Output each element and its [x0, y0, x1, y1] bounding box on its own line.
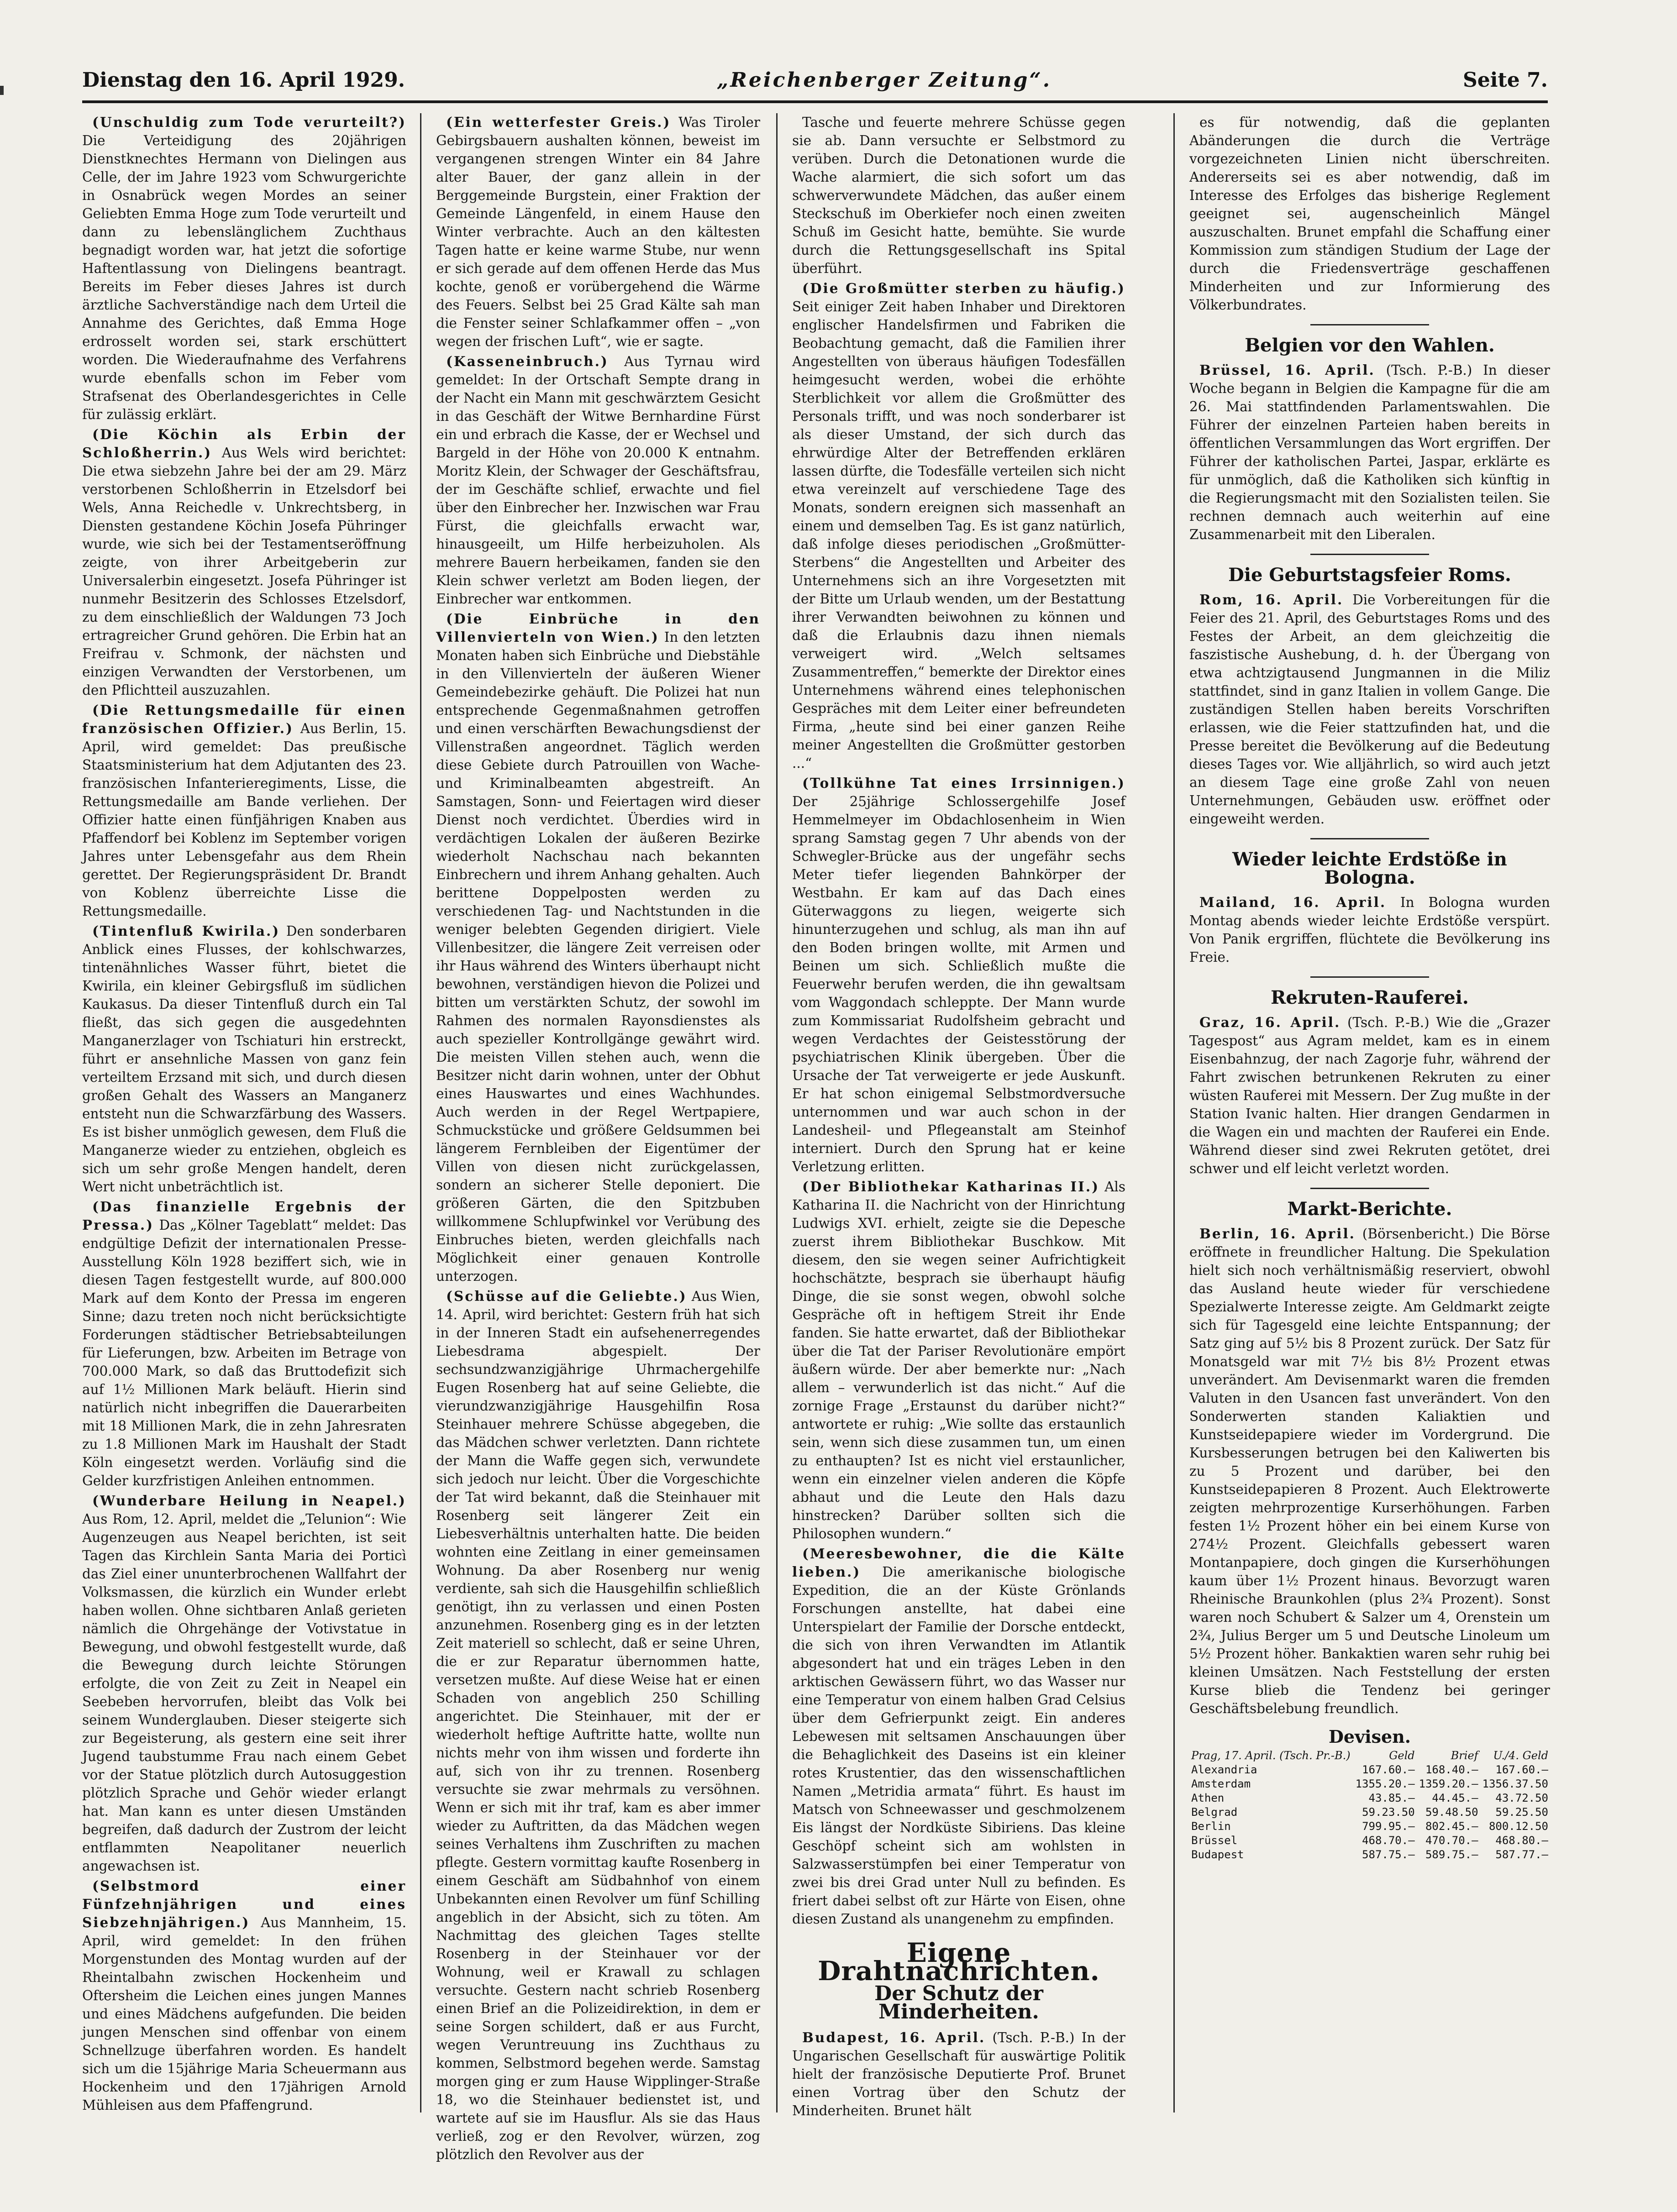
article-lead: (Die Einbrüche in den Villenvierteln von Wien.)	[436, 611, 760, 645]
header-title: „Reichenberger Zeitung“.	[717, 68, 1052, 92]
section-divider	[1310, 324, 1429, 325]
article-paragraph	[436, 1287, 760, 2164]
article-body: es für notwendig, daß die geplanten Abänderungen die durch die Verträge vorgezeichneten Linien nicht überschreiten. Andererseits sei es aber notwendig, daß im Interesse des Erfolges das bisherige Reglement geeignet sei, augenscheinlich Mängel auszuschalten. Brunet empfahl die Schaffung einer Kommission zum ständigen Studium der Lage der durch die Friedensverträge geschaffenen Minderheiten und zur Informierung des Völkerbundrates.	[1189, 115, 1550, 313]
article-lead: (Unschuldig zum Tode verurteilt?)	[92, 114, 406, 130]
article-paragraph	[792, 1178, 1125, 1543]
article-paragraph	[436, 113, 760, 351]
article-paragraph	[792, 1545, 1125, 1928]
article-body: Die Vorbereitungen für die Feier des 21. April, des Geburtstages Roms und des Festes der Arbeit, an dem gleichzeitig die faszistische Aushebung, d. h. der Übergang von etwa achtzigtausend Jungmannen in die Miliz stattfindet, sind in ganz Italien in vollem Gange. Die zuständigen Stellen haben bereits Vorschriften erlassen, wie die Feier stattzufinden hat, und die Presse bereitet die Bevölkerung auf die Bedeutung dieses Tages vor. Wie alljährlich, so wird auch jetzt an diesem Tage eine große Zahl von neuen Unternehmungen, Gebäuden usw. eröffnet oder eingeweiht werden.	[1189, 592, 1550, 827]
column-1	[82, 113, 406, 2112]
article-lead: (Meeresbewohner, die die Kälte lieben.)	[792, 1546, 1125, 1580]
article-paragraph	[792, 279, 1125, 772]
section-heading: Rekruten-Rauferei.	[1271, 987, 1469, 1008]
exchange-rate-cell: 589.75.–	[1425, 1848, 1478, 1861]
column-2	[436, 113, 760, 2162]
exchange-rate-cell: 587.77.–	[1495, 1848, 1548, 1861]
article-body: (Tsch. P.-B.) In der Ungarischen Gesellschaft für auswärtige Politik hielt der französische Deputierte Prof. Brunet einen Vortrag über den Schutz der Minderheiten. Brunet hält	[792, 2030, 1125, 2118]
column-rule	[776, 113, 778, 2112]
exchange-rate-cell: 470.70.–	[1425, 1834, 1478, 1847]
exchange-rate-cell: 43.72.50	[1495, 1792, 1548, 1804]
article-lead: (Die Großmütter sterben zu häufig.)	[802, 280, 1125, 296]
exchange-rate-row	[1189, 1763, 1550, 1777]
scan-margin-mark	[0, 86, 4, 95]
article-paragraph	[82, 701, 406, 920]
article-lead: Berlin, 16. April.	[1199, 1226, 1356, 1242]
article-lead: (Selbstmord einer Fünfzehnjährigen und eines Siebzehnjährigen.)	[82, 1878, 406, 1930]
section-heading: Die Geburtstagsfeier Roms.	[1228, 564, 1511, 586]
header-date: Dienstag den 16. April 1929.	[82, 68, 405, 92]
exchange-rate-cell: 44.45.–	[1432, 1792, 1478, 1804]
column-rule	[420, 113, 421, 2112]
exchange-rate-cell: Berlin	[1191, 1820, 1231, 1833]
exchange-rate-cell: 168.40.–	[1425, 1763, 1478, 1776]
article-lead: (Kasseneinbruch.)	[446, 353, 609, 369]
article-lead: Rom, 16. April.	[1199, 592, 1344, 608]
article-paragraph	[792, 113, 1125, 278]
section-heading: Eigene Drahtnachrichten.	[818, 1937, 1100, 1987]
exchange-rates-table	[1189, 1749, 1550, 1862]
exchange-rates-header-cell: Geld	[1389, 1749, 1415, 1762]
article-body: Der 25jährige Schlossergehilfe Josef Hemmelmeyer im Obdachlosenheim in Wien sprang Samstag gegen 7 Uhr abends von der Schwegler-Brücke aus der ungefähr sechs Meter tiefer liegenden Bahnkörper der Westbahn. Er kam auf das Dach eines Güterwaggons zu liegen, weigerte sich hinunterzugehen und schlug, als man ihn auf den Boden bringen wollte, mit Armen und Beinen um sich. Schließlich mußte die Feuerwehr berufen werden, die ihn gewaltsam vom Waggondach schleppte. Der Mann wurde zum Kommissariat Rudolfsheim gebracht und wegen Verdachtes der Geistesstörung der psychiatrischen Klinik übergeben. Über die Ursache der Tat verweigerte er jede Auskunft. Er hat schon einigemal Selbstmordversuche unternommen und war auch schon in der Landesheil- und Pflegeanstalt am Steinhof interniert. Durch den Sprung hat er keine Verletzung erlitten.	[792, 794, 1125, 1174]
exchange-rate-cell: Athen	[1191, 1792, 1225, 1804]
article-body: Aus Mannheim, 15. April, wird gemeldet: In den frühen Morgenstunden des Montag wurden auf der Rheintalbahn zwischen Hockenheim und Oftersheim die Leichen eines jungen Mannes und eines Mädchens aufgefunden. Die beiden jungen Menschen sind offenbar von einem Schnellzuge überfahren worden. Es handelt sich um die 15jährige Maria Scheuermann aus Hockenheim und den 17jährigen Arnold Mühleisen aus dem Pfaffengrund.	[82, 1915, 406, 2113]
article-lead: (Tollkühne Tat eines Irrsinnigen.)	[802, 775, 1125, 791]
article-lead: (Der Bibliothekar Katharinas II.)	[802, 1179, 1100, 1195]
exchange-rate-cell: 802.45.–	[1425, 1820, 1478, 1833]
section-subheading: Der Schutz der Minderheiten.	[874, 1982, 1043, 2023]
article-paragraph	[1189, 1013, 1550, 1178]
article-body: Das „Kölner Tageblatt“ meldet: Das endgültige Defizit der internationalen Presse-Ausstellung Köln 1928 beziffert sich, wie in diesen Tagen festgestellt wurde, auf 800.000 Mark auf dem Konto der Pressa im engeren Sinne; dazu treten noch nicht berücksichtigte Forderungen städtischer Betriebsabteilungen für Lieferungen, bzw. Arbeiten im Betrage von 700.000 Mark, so daß das Bruttodefizit sich auf 1½ Millionen Mark beläuft. Hierin sind natürlich nicht inbegriffen die Dauerarbeiten mit 18 Millionen Mark, die in zehn Jahresraten zu 1.8 Millionen Mark im Haushalt der Stadt Köln eingesetzt werden. Vorläufig sind die Gelder kurzfristigen Anleihen entnommen.	[82, 1217, 406, 1489]
article-body: In den letzten Monaten haben sich Einbrüche und Diebstähle in den Villenvierteln der äußeren Wiener Gemeindebezirke gehäuft. Die Polizei hat nun entsprechende Gegenmaßnahmen getroffen und einen verschärften Bewachungsdienst der Villenstraßen angeordnet. Täglich werden diese Gebiete durch Patrouillen von Wache- und Kriminalbeamten abgestreift. An Samstagen, Sonn- und Feiertagen wird dieser Dienst noch verdichtet. Überdies wird in verdächtigen Lokalen der äußeren Bezirke wiederholt Nachschau nach bekannten Einbrechern und ihrem Anhang gehalten. Auch berittene Doppelposten werden zu verschiedenen Tag- und Nachtstunden in die weniger belebten Gegenden dirigiert. Viele Villenbesitzer, die längere Zeit verreisen oder ihr Haus während des Winters überhaupt nicht bewohnen, verständigen hievon die Polizei und bitten um verstärkten Schutz, der sowohl im Rahmen des normalen Rayonsdienstes als auch spezieller Kontrollgänge gewährt wird. Die meisten Villen stehen auch, wenn die Besitzer nicht darin wohnen, unter der Obhut eines Hauswartes und eines Wachhundes. Auch werden in der Regel Wertpapiere, Schmuckstücke und größere Geldsummen bei längerem Fernbleiben der Eigentümer der Villen von diesen nicht zurückgelassen, sondern an sicherer Stelle deponiert. Die größeren Gärten, die den Spitzbuben willkommene Schlupfwinkel vor Verübung des Einbruches bieten, werden gleichfalls nach Möglichkeit einer genauen Kontrolle unterzogen.	[436, 629, 760, 1284]
exchange-rate-cell: 800.12.50	[1488, 1820, 1548, 1833]
article-lead: (Die Köchin als Erbin der Schloßherrin.)	[82, 426, 406, 461]
exchange-rate-cell: 167.60.–	[1362, 1763, 1415, 1776]
exchange-rate-cell: 799.95.–	[1362, 1820, 1415, 1833]
exchange-rate-cell: 167.60.–	[1495, 1763, 1548, 1776]
article-body: Die amerikanische biologische Expedition, die an der Küste Grönlands Forschungen anstellte, hat dabei eine Unterspielart der Familie der Dorsche entdeckt, die sich von ihren Verwandten im Atlantik abgesondert hat und ein träges Leben in den arktischen Gewässern führt, wo das Wasser nur eine Temperatur von einem halben Grad Celsius über dem Gefrierpunkt zeigt. Ein anderes Lebewesen mit seltsamen Anschauungen über die Behaglichkeit des Daseins ist ein kleiner rotes Krustentier, das den wissenschaftlichen Namen „Metridia armata“ führt. Es haust im Matsch von Schneewasser und geschmolzenem Eis längst der Nordküste Sibiriens. Das kleine Geschöpf scheint sich am wohlsten in Salzwasserstümpfen bei einer Temperatur von zwei bis drei Grad unter Null zu befinden. Es friert dabei selbst oft zur Härte von Eisen, ohne diesen Zustand als unangenehm zu empfinden.	[792, 1564, 1125, 1927]
exchange-rate-cell: 43.85.–	[1368, 1792, 1415, 1804]
header-page-number: Seite 7.	[1462, 68, 1548, 92]
exchange-rate-cell: Brüssel	[1191, 1834, 1238, 1847]
article-lead: Brüssel, 16. April.	[1199, 362, 1375, 378]
article-body: Als Katharina II. die Nachricht von der Hinrichtung Ludwigs XVI. erhielt, zeigte sie die Depesche zuerst ihrem Bibliothekar Buschkow. Mit diesem, den sie wegen seiner Aufrichtigkeit hochschätzte, besprach sie überhaupt häufig Dinge, die sie sonst wegen, obwohl solche Gespräche oft in heftigem Streit ihr Ende fanden. Sie hatte erwartet, daß der Bibliothekar über die Tat der Pariser Revolutionäre empört äußern würde. Der aber bemerkte nur: „Nach allem – verwunderlich ist das nicht.“ Auf die zornige Frage „Erstaunst du darüber nicht?“ antwortete er ruhig: „Wie sollte das erstaunlich sein, wenn sich diese zusammen tun, um einen zu enthaupten? Ist es nicht viel erstaunlicher, wenn ein einzelner vielen anderen die Köpfe abhaut und die Leute den Hals dazu hinstrecken? Darüber sollten sich die Philosophen wundern.“	[792, 1179, 1125, 1541]
exchange-rate-row	[1189, 1791, 1550, 1805]
article-body: In Bologna wurden Montag abends wieder leichte Erdstöße verspürt. Von Panik ergriffen, flüchtete die Bevölkerung ins Freie.	[1189, 895, 1550, 965]
section-divider	[1310, 554, 1429, 555]
exchange-rate-cell: 59.25.50	[1495, 1806, 1548, 1819]
section-heading: Markt-Berichte.	[1287, 1198, 1452, 1220]
exchange-rate-cell: Budapest	[1191, 1848, 1244, 1861]
article-paragraph	[82, 425, 406, 699]
article-body: Aus Berlin, 15. April, wird gemeldet: Das preußische Staatsministerium hat dem Adjutanten des 23. französischen Infanterieregiments, Lisse, die Rettungsmedaille am Bande verliehen. Der Offizier hatte einen fünfjährigen Knaben aus Pfaffendorf bei Koblenz im September vorigen Jahres unter Lebensgefahr aus dem Rhein gerettet. Der Regierungspräsident Dr. Brandt von Koblenz überreichte Lisse die Rettungsmedaille.	[82, 721, 406, 919]
article-lead: (Wunderbare Heilung in Neapel.)	[92, 1493, 406, 1509]
article-lead: Mailand, 16. April.	[1199, 894, 1387, 910]
article-body: Was Tiroler Gebirgsbauern aushalten können, beweist im vergangenen strengen Winter ein 84 Jahre alter Bauer, der ganz allein in der Berggemeinde Burgstein, einer Fraktion der Gemeinde Längenfeld, in einem Hause den Winter verbrachte. Auch an den kältesten Tagen hatte er keine warme Stube, nur wenn er sich gerade auf dem offenen Herde das Mus kochte, genoß er vorübergehend die Wärme des Feuers. Selbst bei 25 Grad Kälte sah man die Fenster seiner Schlafkammer offen – „von wegen der frischen Luft“, wie er sagte.	[436, 115, 760, 349]
article-lead: Graz, 16. April.	[1199, 1014, 1341, 1030]
section-divider	[1310, 1188, 1429, 1189]
exchange-rate-cell: 468.70.–	[1362, 1834, 1415, 1847]
exchange-rate-cell: 1356.37.50	[1482, 1777, 1548, 1790]
exchange-rate-row	[1189, 1819, 1550, 1834]
column-4	[1189, 113, 1550, 2112]
article-paragraph	[1189, 893, 1550, 966]
exchange-rates-title: Devisen.	[1328, 1726, 1411, 1747]
exchange-rate-cell: Alexandria	[1191, 1763, 1257, 1776]
page-header	[82, 68, 1548, 103]
article-paragraph	[82, 1198, 406, 1490]
exchange-rate-cell: Belgrad	[1191, 1806, 1238, 1819]
exchange-rate-cell: 1355.20.–	[1355, 1777, 1415, 1790]
article-body: (Tsch. P.-B.) In dieser Woche begann in Belgien die Kampagne für die am 26. Mai stattfindenden Parlamentswahlen. Die Führer der einzelnen Parteien haben bereits in öffentlichen Versammlungen das Wort ergriffen. Der Führer der katholischen Partei, Jaspar, erklärte es für unmöglich, daß die Katholiken sich künftig in die Regierungsmacht mit den Sozialisten teilen. Sie rechnen demnach auch weiterhin auf eine Zusammenarbeit mit den Liberalen.	[1189, 362, 1550, 542]
article-body: Aus Wien, 14. April, wird berichtet: Gestern früh hat sich in der Inneren Stadt ein aufsehenerregendes Liebesdrama abgespielt. Der sechsundzwanzigjährige Uhrmachergehilfe Eugen Rosenberg hat auf seine Geliebte, die vierundzwanzigjährige Hausgehilfin Rosa Steinhauer mehrere Schüsse abgegeben, die das Mädchen schwer verletzten. Dann richtete der Mann die Waffe gegen sich, verwundete sich jedoch nur leicht. Über die Vorgeschichte der Tat wird bekannt, daß die Steinhauer mit Rosenberg seit längerer Zeit ein Liebesverhältnis unterhalten hatte. Die beiden wohnten eine Zeitlang in einer gemeinsamen Wohnung. Da aber Rosenberg nur wenig verdiente, sah sich die Hausgehilfin schließlich genötigt, ihn zu verlassen und einen Posten anzunehmen. Rosenberg ging es in der letzten Zeit materiell so schlecht, daß er seine Uhren, die er zur Reparatur übernommen hatte, versetzen mußte. Auf diese Weise hat er einen Schaden von angeblich 250 Schilling angerichtet. Die Steinhauer, mit der er wiederholt heftige Auftritte hatte, wollte nun nichts mehr von ihm wissen und forderte ihn auf, sich von ihr zu trennen. Rosenberg versuchte sie zwar mehrmals zu versöhnen. Wenn er sich mit ihr traf, kam es aber immer wieder zu Auftritten, da das Mädchen wegen seines Verhaltens ihm Zuschriften zu machen pflegte. Gestern vormittag kaufte Rosenberg in einem Geschäft am Südbahnhof von einem Unbekannten einen Revolver um fünf Schilling angeblich in der Absicht, sich zu töten. Am Nachmittag des gleichen Tages stellte Rosenberg in der Steinhauer vor der Wohnung, weil er Krawall zu schlagen versuchte. Gestern nacht schrieb Rosenberg einen Brief an die Polizeidirektion, in dem er seine Sorgen schildert, daß er aus Furcht, wegen Veruntreuung ins Zuchthaus zu kommen, Selbstmord begehen werde. Samstag morgen ging er zum Hause Wipplinger-Straße 18, wo die Steinhauer bedienstet ist, und wartete auf sie im Hausflur. Als sie das Haus verließ, zog er den Revolver, würzen, zog plötzlich den Revolver aus der	[436, 1289, 760, 2162]
exchange-rates-header-cell: Brief	[1451, 1749, 1478, 1762]
article-paragraph	[82, 113, 406, 424]
exchange-rate-cell: 587.75.–	[1362, 1848, 1415, 1861]
article-body: Seit einiger Zeit haben Inhaber und Direktoren englischer Handelsfirmen und Fabriken die Beobachtung gemacht, daß die Familien ihrer Angestellten von überaus häufigen Todesfällen heimgesucht werden, wobei die erhöhte Sterblichkeit vor allem die Großmütter des Personals trifft, und was noch sonderbarer ist als dieser Umstand, der sich durch das ehrwürdige Alter der Betreffenden erklären lassen dürfte, die Todesfälle verteilen sich nicht etwa vereinzelt auf verschiedene Tage des Monats, sondern ereignen sich massenhaft an einem und demselben Tag. Es ist ganz natürlich, daß infolge dieses periodischen „Großmütter-Sterbens“ die Angestellten und Arbeiter des Unternehmens sich an ihre Vorgesetzten mit der Bitte um Urlaub wenden, um der Bestattung ihrer Verwandten beiwohnen zu können und daß die Erlaubnis dazu ihnen niemals verweigert wird. „Welch seltsames Zusammentreffen,“ bemerkte der Direktor eines Unternehmens während eines telephonischen Gespräches mit dem Leiter einer befreundeten Firma, „heute sind bei einer ganzen Reihe meiner Angestellten die Großmütter gestorben ...“	[792, 299, 1125, 771]
article-lead: Budapest, 16. April.	[802, 2029, 986, 2045]
article-lead: (Schüsse auf die Geliebte.)	[446, 1288, 687, 1304]
section-divider	[1310, 976, 1429, 978]
exchange-rate-row	[1189, 1848, 1550, 1862]
article-paragraph	[1189, 1225, 1550, 1718]
exchange-rates-header-cell: Prag, 17. April. (Tsch. Pr.-B.)	[1191, 1749, 1351, 1762]
article-paragraph	[792, 774, 1125, 1176]
article-lead: (Das finanzielle Ergebnis der Pressa.)	[82, 1199, 406, 1233]
column-rule	[1173, 113, 1175, 2112]
exchange-rates-header-cell: U./4. Geld	[1493, 1749, 1548, 1762]
article-paragraph	[82, 922, 406, 1196]
article-lead: (Tintenfluß Kwirila.)	[92, 923, 280, 939]
article-body: Die Verteidigung des 20jährigen Dienstknechtes Hermann von Dielingen aus Celle, der im Jahre 1923 vom Schwurgerichte in Osnabrück wegen Mordes an seiner Geliebten Emma Hoge zum Tode verurteilt und dann zu lebenslänglichem Zuchthaus begnadigt worden war, hat jetzt die sofortige Haftentlassung von Dielingens beantragt. Bereits im Feber dieses Jahres ist durch ärztliche Sachverständige nach dem Urteil die Annahme des Gerichtes, daß Emma Hoge erdrosselt worden sei, stark erschüttert worden. Die Wiederaufnahme des Verfahrens wurde ebenfalls schon im Feber vom Strafsenat des Oberlandesgerichtes in Celle für zulässig erklärt.	[82, 133, 406, 422]
exchange-rates-header-row	[1189, 1749, 1550, 1763]
exchange-rate-cell: 59.23.50	[1362, 1806, 1415, 1819]
section-heading: Wieder leichte Erdstöße in Bologna.	[1232, 849, 1507, 888]
exchange-rate-cell: Amsterdam	[1191, 1777, 1251, 1790]
column-3	[792, 113, 1125, 2118]
article-body: Aus Wels wird berichtet: Die etwa siebzehn Jahre bei der am 29. März verstorbenen Schloßherrin in Etzelsdorf bei Wels, Anna Reichedle v. Unkrechtsberg, in Diensten gestandene Köchin Josefa Pühringer wurde, wie sich bei der Testamentseröffnung zeigte, von ihrer Arbeitgeberin zur Universalerbin eingesetzt. Josefa Pühringer ist nunmehr Besitzerin des Schlosses Etzelsdorf, zu dem einschließlich der Waldungen 73 Joch ertragreicher Grund gehören. Die Erbin hat an Freifrau v. Schmonk, der nächsten und einzigen Verwandten der Verstorbenen, um den Pflichtteil auszuzahlen.	[82, 445, 406, 698]
article-body: (Börsenbericht.) Die Börse eröffnete in freundlicher Haltung. Die Spekulation hielt sich noch verhältnismäßig reserviert, obwohl das Ausland heute wieder für verschiedene Spezialwerte Interesse zeigte. Am Geldmarkt zeigte sich für Tagesgeld eine leichte Entspannung; der Satz ging auf 5½ bis 8 Prozent zurück. Der Satz für Monatsgeld war mit 7½ bis 8½ Prozent etwas unverändert. Am Devisenmarkt waren die fremden Valuten in den Usancen fast unverändert. Von den Sonderwerten standen Kaliaktien und Kunstseidepapiere wieder im Vordergrund. Die Kursbesserungen betrugen bei den Kaliwerten bis zu 5 Prozent und darüber, bei den Kunstseidepapieren 8 Prozent. Auch Elektrowerte zeigten mehrprozentige Kurserhöhungen. Farben festen 1½ Prozent höher ein bei einem Kurse von 274½ Prozent. Gleichfalls gebessert waren Montanpapiere, doch gingen die Kurserhöhungen kaum über 1½ Prozent hinaus. Bevorzugt waren Rheinische Braunkohlen (plus 2¾ Prozent). Sonst waren noch Schubert & Salzer um 4, Orenstein um 2¾, Julius Berger um 5 und Deutsche Linoleum um 5½ Prozent höher. Bankaktien waren sehr ruhig bei kleinen Umsätzen. Nach Feststellung der ersten Kurse blieb die Tendenz bei geringer Geschäftsbelebung freundlich.	[1189, 1226, 1550, 1716]
article-paragraph	[82, 1877, 406, 2114]
article-paragraph	[1189, 591, 1550, 828]
article-body: Tasche und feuerte mehrere Schüsse gegen sie ab. Dann versuchte er Selbstmord zu verüben. Durch die Detonationen wurde die Wache alarmiert, die sich sofort um das schwerverwundete Mädchen, das außer einem Steckschuß im Oberkiefer noch einen zweiten Schuß im Gesicht hatte, bemühte. Sie wurde durch die Rettungsgesellschaft ins Spital überführt.	[792, 115, 1125, 276]
exchange-rate-row	[1189, 1777, 1550, 1791]
exchange-rate-cell: 468.80.–	[1495, 1834, 1548, 1847]
article-lead: (Ein wetterfester Greis.)	[446, 114, 671, 130]
section-divider	[1310, 838, 1429, 839]
exchange-rate-cell: 1359.20.–	[1419, 1777, 1478, 1790]
article-paragraph	[1189, 361, 1550, 544]
article-paragraph	[792, 2029, 1125, 2120]
exchange-rate-cell: 59.48.50	[1425, 1806, 1478, 1819]
article-paragraph	[436, 352, 760, 608]
article-body: (Tsch. P.-B.) Wie die „Grazer Tagespost“ aus Agram meldet, kam es in einem Eisenbahnzug, der nach Zagorje fuhr, während der Fahrt zwischen betrunkenen Rekruten zu einer wüsten Rauferei mit Messern. Der Zug mußte in der Station Ivanic halten. Hier drangen Gendarmen in die Wagen ein und machten der Rauferei ein Ende. Während dieser sind zwei Rekruten getötet, drei schwer und elf leicht verletzt worden.	[1189, 1015, 1550, 1176]
article-body: Aus Tyrnau wird gemeldet: In der Ortschaft Sempte drang in der Nacht ein Mann mit geschwärztem Gesicht in das Geschäft der Witwe Bernhardine Fürst ein und erbrach die Kasse, der er Wechsel und Bargeld in der Höhe von 20.000 K entnahm. Moritz Klein, der Schwager der Geschäftsfrau, der im Geschäfte schlief, erwachte und fiel über den Einbrecher her. Inzwischen war Frau Fürst, die gleichfalls erwacht war, hinausgeeilt, um Hilfe herbeizuholen. Als mehrere Bauern herbeikamen, fanden sie den Klein schwer verletzt am Boden liegen, der Einbrecher war entkommen.	[436, 354, 760, 607]
exchange-rate-row	[1189, 1834, 1550, 1848]
article-paragraph	[1189, 113, 1550, 314]
exchange-rate-row	[1189, 1805, 1550, 1819]
article-lead: (Die Rettungsmedaille für einen französischen Offizier.)	[82, 702, 406, 736]
section-heading: Belgien vor den Wahlen.	[1245, 335, 1495, 356]
article-paragraph	[436, 610, 760, 1285]
article-paragraph	[82, 1492, 406, 1875]
article-body: Aus Rom, 12. April, meldet die „Telunion“: Wie Augenzeugen aus Neapel berichten, ist seit Tagen das Kirchlein Santa Maria dei Porticì das Ziel einer ununterbrochenen Wallfahrt der Volksmassen, die kürzlich ein Wunder erlebt haben wollen. Ohne sichtbaren Anlaß gerieten nämlich die Ohrgehänge der Votivstatue in Bewegung, und obwohl festgestellt wurde, daß die Bewegung durch leichte Störungen erfolgte, die von Zeit zu Zeit in Neapel ein Seebeben hervorrufen, bleibt das Volk bei seinem Wunderglauben. Dieser steigerte sich zur Begeisterung, als gestern eine seit ihrer Jugend taubstumme Frau nach einem Gebet vor der Statue plötzlich durch Autosuggestion plötzlich Sprache und Gehör wieder erlangt hat. Man kann es unter diesen Umständen begreifen, daß dadurch der Zustrom der leicht entflammten Neapolitaner neuerlich angewachsen ist.	[82, 1511, 406, 1874]
article-body: Den sonderbaren Anblick eines Flusses, der kohlschwarzes, tintenähnliches Wasser führt, bietet die Kwirila, ein kleiner Gebirgsfluß im südlichen Kaukasus. Da dieser Tintenfluß durch ein Tal fließt, das sich gegen die ausgedehnten Manganerzlager von Tschiaturi hin erstreckt, führt er ansehnliche Massen von ganz fein verteiltem Erzsand mit sich, und durch diesen großen Gehalt des Wassers an Manganerz entsteht nun die Schwarzfärbung des Wassers. Es ist bisher unmöglich gewesen, dem Fluß die Manganerze wieder zu entziehen, obgleich es sich um sehr große Mengen handelt, deren Wert nicht unbeträchtlich ist.	[82, 923, 406, 1195]
